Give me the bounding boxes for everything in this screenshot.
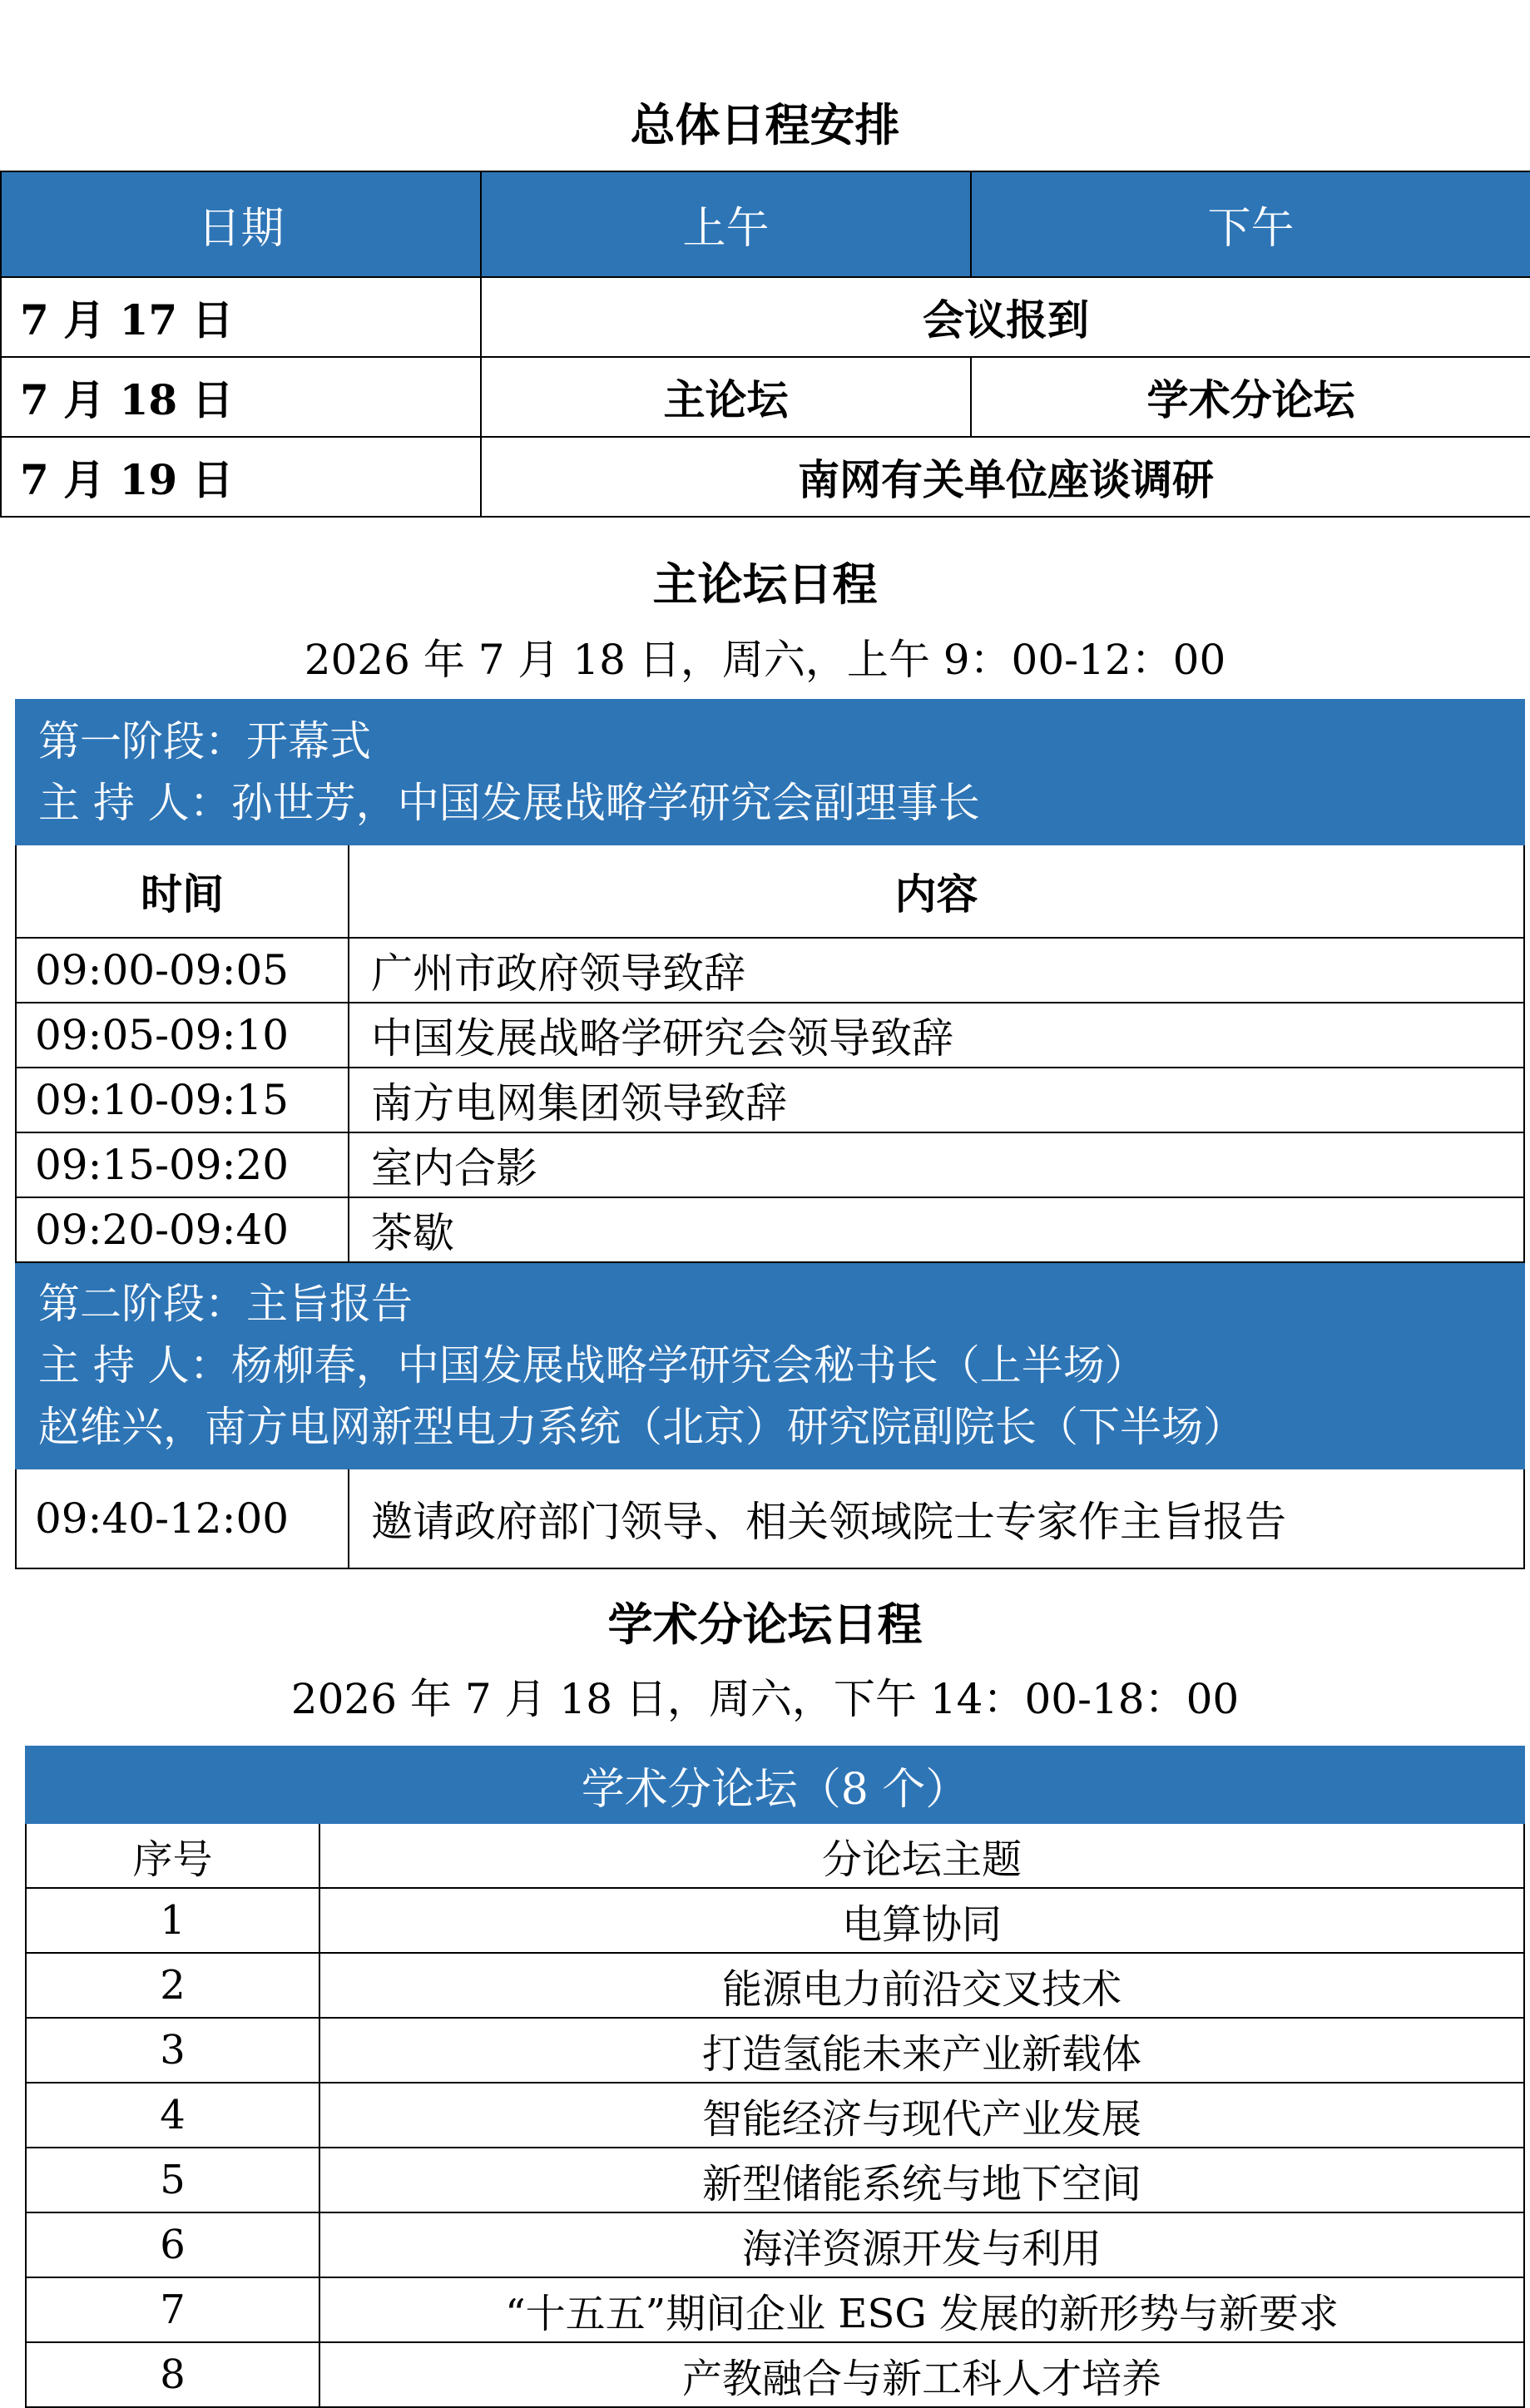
item-time: 09:40-12:00 [16,1469,349,1568]
table-row [16,1003,1524,1068]
table-row [16,1469,1524,1568]
overview-afternoon: 学术分论坛 [971,357,1530,437]
main-forum-column-header [16,845,1524,938]
overview-morning: 主论坛 [481,357,971,437]
row-no: 2 [26,1953,319,2018]
row-topic: 能源电力前沿交叉技术 [319,1953,1524,2018]
header-content: 内容 [349,845,1524,938]
overview-header-row [1,171,1530,277]
stage2-header [16,1262,1524,1469]
header-morning: 上午 [481,171,971,277]
item-time: 09:15-09:20 [16,1132,349,1197]
table-row [16,1068,1524,1132]
item-content: 中国发展战略学研究会领导致辞 [349,1003,1524,1068]
stage1-host: 主 持 人：孙世芳，中国发展战略学研究会副理事长 [38,779,980,827]
table-row [26,2018,1524,2083]
sub-forum-subtitle: 2026 年 7 月 18 日，周六，下午 14：00-18：00 [290,1675,1240,1723]
overview-row [1,357,1530,437]
table-row [26,2148,1524,2212]
overview-row [1,277,1530,357]
main-forum-subtitle: 2026 年 7 月 18 日，周六，上午 9：00-12：00 [304,636,1226,684]
row-no: 1 [26,1888,319,1953]
row-topic: 产教融合与新工科人才培养 [319,2342,1524,2407]
header-time: 时间 [16,845,349,938]
row-topic: 海洋资源开发与利用 [319,2212,1524,2277]
item-content: 南方电网集团领导致辞 [349,1068,1524,1132]
header-no: 序号 [26,1823,319,1888]
row-topic: 智能经济与现代产业发展 [319,2083,1524,2148]
main-forum-table [15,699,1525,1569]
item-time: 09:05-09:10 [16,1003,349,1068]
item-time: 09:20-09:40 [16,1197,349,1262]
item-content: 茶歇 [349,1197,1524,1262]
row-topic: 打造氢能未来产业新载体 [319,2018,1524,2083]
row-topic: 电算协同 [319,1888,1524,1953]
header-afternoon: 下午 [971,171,1530,277]
row-no: 3 [26,2018,319,2083]
row-no: 8 [26,2342,319,2407]
sub-forum-caption-row [26,1747,1524,1823]
stage2-host-second: 赵维兴，南方电网新型电力系统（北京）研究院副院长（下半场） [38,1403,1245,1451]
table-row [26,1888,1524,1953]
main-forum-title: 主论坛日程 [652,557,878,611]
stage1-header [16,700,1524,845]
row-no: 4 [26,2083,319,2148]
item-content: 邀请政府部门领导、相关领域院士专家作主旨报告 [349,1469,1524,1568]
overview-title: 总体日程安排 [630,98,900,151]
row-no: 7 [26,2277,319,2342]
table-row [26,2277,1524,2342]
overview-date: 7 月 19 日 [1,437,481,517]
row-no: 6 [26,2212,319,2277]
table-row [26,2212,1524,2277]
item-content: 室内合影 [349,1132,1524,1197]
item-content: 广州市政府领导致辞 [349,938,1524,1003]
row-no: 5 [26,2148,319,2212]
table-row [16,1197,1524,1262]
sub-forum-table [25,1746,1525,2408]
header-date: 日期 [1,171,481,277]
row-topic: 新型储能系统与地下空间 [319,2148,1524,2212]
overview-date: 7 月 17 日 [1,277,481,357]
overview-table [0,171,1530,518]
item-time: 09:00-09:05 [16,938,349,1003]
stage1-title: 第一阶段：开幕式 [38,717,371,766]
table-row [16,1132,1524,1197]
table-row [26,2083,1524,2148]
overview-all-day: 南网有关单位座谈调研 [481,437,1530,517]
stage2-title: 第二阶段：主旨报告 [38,1280,413,1328]
table-row [16,938,1524,1003]
item-time: 09:10-09:15 [16,1068,349,1132]
sub-forum-header-row [26,1823,1524,1888]
row-topic: “十五五”期间企业 ESG 发展的新形势与新要求 [319,2277,1524,2342]
table-row [26,1953,1524,2018]
overview-date: 7 月 18 日 [1,357,481,437]
stage2-host: 主 持 人：杨柳春，中国发展战略学研究会秘书长（上半场） [38,1341,1146,1390]
overview-row [1,437,1530,517]
overview-all-day: 会议报到 [481,277,1530,357]
sub-forum-caption: 学术分论坛（8 个） [26,1747,1524,1823]
header-topic: 分论坛主题 [319,1823,1524,1888]
sub-forum-title: 学术分论坛日程 [607,1598,923,1651]
table-row [26,2342,1524,2407]
